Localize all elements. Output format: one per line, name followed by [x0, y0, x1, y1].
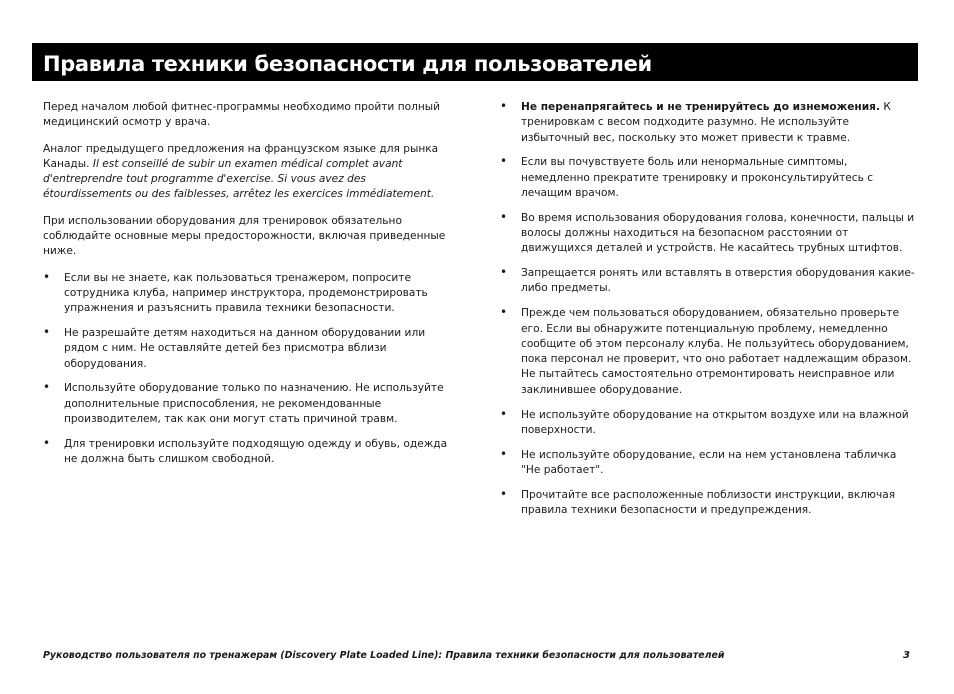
bullet-icon: • [500, 265, 508, 280]
bullet-icon: • [500, 446, 508, 461]
page-title: Правила техники безопасности для пользователей [43, 52, 652, 76]
list-item-text: Не разрешайте детям находиться на данном оборудовании или рядом с ним. Не оставляйте детей без присмотра вблизи оборудования. [64, 327, 426, 370]
bullet-icon: • [43, 269, 51, 284]
french-note-intro: Аналог предыдущего предложения на французском языке для рынка Канады. [43, 142, 439, 170]
list-item [500, 266, 918, 297]
bullet-icon: • [43, 325, 51, 340]
list-item [500, 488, 918, 519]
bullet-icon: • [500, 305, 508, 320]
intro-paragraph: Перед началом любой фитнес-программы необходимо пройти полный медицинский осмотр у врача. [43, 101, 441, 129]
precautions-paragraph: При использовании оборудования для тренировок обязательно соблюдайте основные меры предосторожности, включая приведенные ниже. [43, 214, 446, 258]
bullet-icon: • [500, 99, 508, 113]
list-item [43, 381, 453, 427]
list-item [500, 100, 918, 146]
list-item-text: Не используйте оборудование, если на нем установлена табличка "Не работает". [521, 448, 897, 476]
list-item-text: Если вы не знаете, как пользоваться тренажером, попросите сотрудника клуба, например инструктора, продемонстрировать упражнения и разъяснить правила техники безопасности. [64, 271, 428, 315]
french-note-text: Il est conseillé de subir un examen médical complet avant d'entreprendre tout programme d'exercise. Si vous avez des étourdissements ou des faiblesses, arrêtez les exercices immédiatement. [43, 157, 435, 201]
list-item-text: Для тренировки используйте подходящую одежду и обувь, одежда не должна быть слишком свободной. [64, 437, 448, 466]
list-item [500, 408, 918, 439]
bullet-icon: • [500, 154, 508, 169]
bullet-icon: • [500, 406, 508, 421]
list-item [43, 271, 453, 317]
title-bar [32, 43, 918, 81]
left-bullet-list [43, 271, 453, 468]
page-footer: Руководство пользователя по тренажерам (Discovery Plate Loaded Line): Правила техники безопасности для пользователей [43, 650, 725, 661]
bullet-icon: • [43, 435, 51, 450]
list-item-text: Не используйте оборудование на открытом воздухе или на влажной поверхности. [521, 408, 909, 436]
list-item-text: Прежде чем пользоваться оборудованием, обязательно проверьте его. Если вы обнаружите потенциальную проблему, немедленно сообщите об этом персоналу клуба. Не пользуйтесь оборудованием, пока персонал не проверит, что оно работает надлежащим образом. Не пытайтесь самостоятельно отремонтировать неисправное или заклинившее оборудование. [521, 307, 912, 396]
list-item-text: Запрещается ронять или вставлять в отверстия оборудования какие-либо предметы. [521, 267, 915, 295]
list-item [43, 326, 453, 372]
list-item [500, 211, 918, 257]
list-item-text: Прочитайте все расположенные поблизости инструкции, включая правила техники безопасности и предупреждения. [521, 488, 896, 517]
list-item [500, 306, 918, 398]
bullet-icon: • [500, 209, 508, 224]
page-number: 3 [903, 650, 910, 661]
right-column [500, 100, 918, 528]
list-item [43, 437, 453, 468]
left-column [43, 100, 453, 477]
list-item-text: К тренировкам с весом подходите разумно. Не используйте избыточный вес, поскольку это может привести к травме. [521, 101, 891, 144]
bullet-icon: • [43, 380, 51, 395]
bullet-icon: • [500, 486, 508, 501]
list-item-text: Если вы почувствуете боль или ненормальные симптомы, немедленно прекратите тренировку и проконсультируйтесь с лечащим врачом. [521, 156, 874, 199]
list-item-bold-text: Не перенапрягайтесь и не тренируйтесь до изнеможения. [521, 101, 880, 113]
list-item [500, 155, 918, 201]
list-item-text: Во время использования оборудования голова, конечности, пальцы и волосы должны находиться на безопасном расстоянии от движущихся деталей и устройств. Не касайтесь трубных штифтов. [521, 211, 915, 255]
list-item-text: Используйте оборудование только по назначению. Не используйте дополнительные приспособления, не рекомендованные производителем, так как они могут стать причиной травм. [64, 382, 444, 426]
list-item [500, 448, 918, 479]
french-note-paragraph [43, 142, 453, 203]
right-bullet-list [500, 100, 918, 518]
